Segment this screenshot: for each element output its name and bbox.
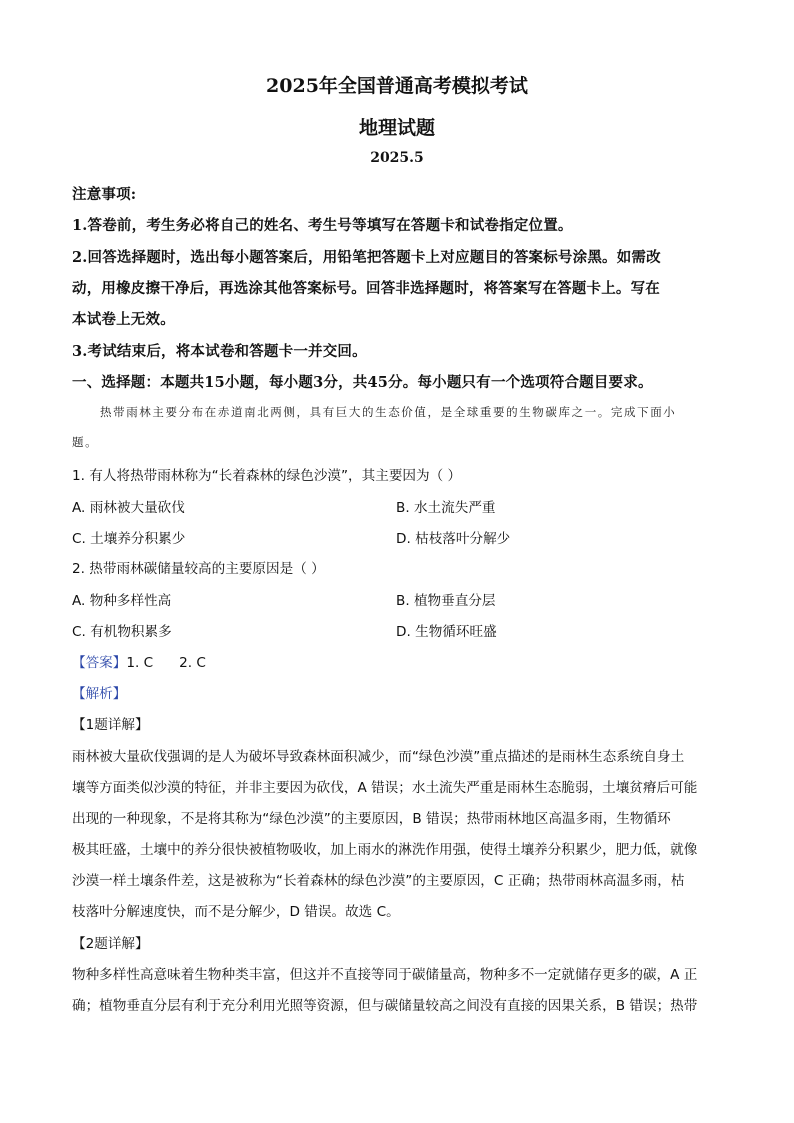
question-2-option-b: B. 植物垂直分层 [396, 593, 496, 609]
detail-1-line: 枝落叶分解速度快，而不是分解少，D 错误。故选 C。 [72, 904, 400, 920]
exam-date: 2025.5 [370, 150, 424, 166]
exam-title: 2025年全国普通高考模拟考试 [266, 75, 528, 97]
section-heading: 一、选择题：本题共15小题，每小题3分，共45分。每小题只有一个选项符合题目要求。 [72, 374, 653, 391]
detail-2-line: 物种多样性高意味着生物种类丰富，但这并不直接等同于碳储量高，物种多不一定就储存更多的碳，A 正 [72, 967, 698, 983]
subject-title: 地理试题 [358, 117, 435, 139]
detail-1-label: 【1题详解】 [72, 717, 149, 733]
question-1-option-d: D. 枯枝落叶分解少 [396, 531, 511, 547]
notes-heading: 注意事项: [72, 186, 137, 203]
detail-2-line: 确；植物垂直分层有利于充分利用光照等资源，但与碳储量较高之间没有直接的因果关系，B 错误；热带 [72, 998, 698, 1014]
answer-row [72, 651, 206, 671]
passage-line: 热带雨林主要分布在赤道南北两侧，具有巨大的生态价值，是全球重要的生物碳库之一。完成下面小 [100, 405, 677, 419]
question-2-option-d: D. 生物循环旺盛 [396, 624, 497, 640]
question-1-option-a: A. 雨林被大量砍伐 [72, 500, 185, 516]
detail-1-line: 雨林被大量砍伐强调的是人为破坏导致森林面积减少，而“绿色沙漠”重点描述的是雨林生态系统自身土 [72, 749, 685, 765]
detail-1-line: 极其旺盛，土壤中的养分很快被植物吸收，加上雨水的淋洗作用强，使得土壤养分积累少，肥力低，就像 [72, 842, 698, 858]
detail-1-line: 壤等方面类似沙漠的特征，并非主要因为砍伐，A 错误；水土流失严重是雨林生态脆弱，土壤贫瘠后可能 [72, 780, 698, 796]
answer-value: 1. C 2. C [126, 655, 206, 671]
question-1-stem: 1. 有人将热带雨林称为“长着森林的绿色沙漠”，其主要因为（ ） [72, 468, 462, 484]
question-2-option-a: A. 物种多样性高 [72, 593, 172, 609]
notes-line: 本试卷上无效。 [72, 311, 175, 328]
question-1-option-c: C. 土壤养分积累少 [72, 531, 186, 547]
question-2-stem: 2. 热带雨林碳储量较高的主要原因是（ ） [72, 561, 325, 577]
detail-1-line: 出现的一种现象，不是将其称为“绿色沙漠”的主要原因，B 错误；热带雨林地区高温多雨，生物循环 [72, 811, 671, 827]
question-1-option-b: B. 水土流失严重 [396, 500, 496, 516]
notes-line: 1.答卷前，考生务必将自己的姓名、考生号等填写在答题卡和试卷指定位置。 [72, 217, 573, 234]
detail-2-label: 【2题详解】 [72, 936, 149, 952]
notes-line: 2.回答选择题时，选出每小题答案后，用铅笔把答题卡上对应题目的答案标号涂黑。如需改 [72, 249, 661, 266]
analysis-label: 【解析】 [72, 686, 127, 702]
answer-label: 【答案】 [72, 655, 127, 671]
passage-line: 题。 [72, 435, 99, 449]
notes-line: 动，用橡皮擦干净后，再选涂其他答案标号。回答非选择题时，将答案写在答题卡上。写在 [72, 280, 660, 297]
detail-1-line: 沙漠一样土壤条件差，这是被称为“长着森林的绿色沙漠”的主要原因，C 正确；热带雨林高温多雨，枯 [72, 873, 685, 889]
question-2-option-c: C. 有机物积累多 [72, 624, 172, 640]
notes-line: 3.考试结束后，将本试卷和答题卡一并交回。 [72, 343, 367, 360]
